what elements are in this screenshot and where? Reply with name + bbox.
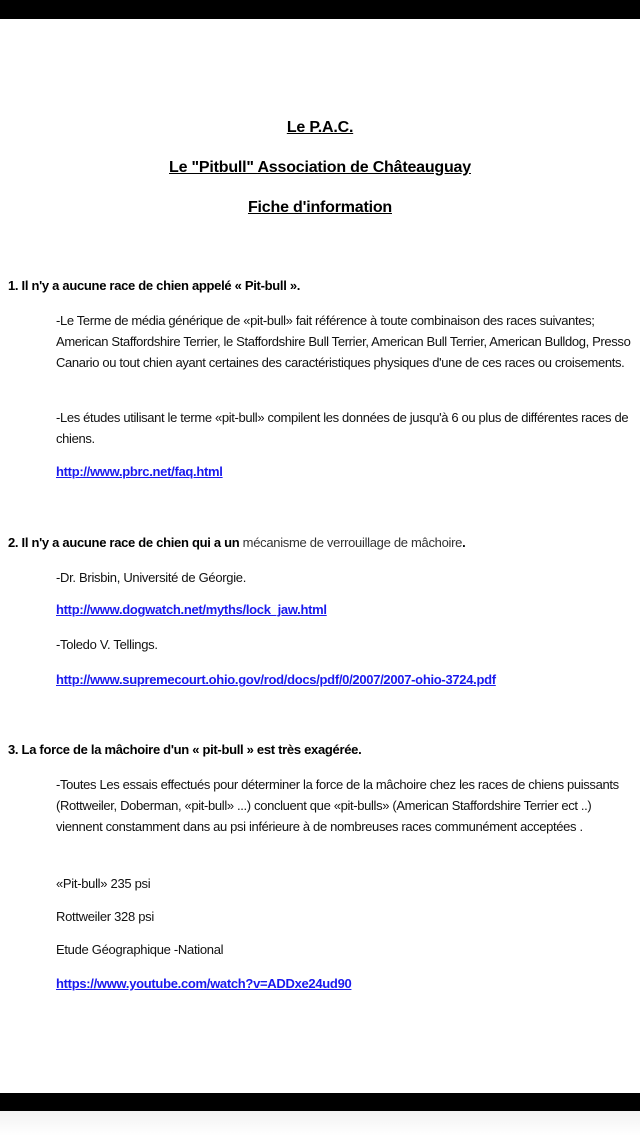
section-2-heading-bold: 2. Il n'y a aucune race de chien qui a un [8, 535, 240, 550]
section-3-paragraph: -Toutes Les essais effectués pour déterminer la force de la mâchoire chez les races de chiens puissants (Rottweiler, Doberman, «pit-bull» ...) concluent que «pit-bulls» (American Staffordshire Terrier ect ..) viennent constamment dans au psi inférieure à de nombreuses races communément acceptées . [56, 777, 619, 834]
link-pbrc-faq[interactable]: http://www.pbrc.net/faq.html [56, 464, 223, 479]
title-fiche: Fiche d'information [247, 199, 392, 216]
link-dogwatch[interactable]: http://www.dogwatch.net/myths/lock_jaw.html [56, 602, 327, 617]
section-2-heading-end: . [462, 535, 466, 550]
link-supremecourt[interactable]: http://www.supremecourt.ohio.gov/rod/docs/pdf/0/2007/2007-ohio-3724.pdf [56, 672, 496, 687]
title-association: Le "Pitbull" Association de Châteauguay [169, 159, 471, 176]
section-1-heading: 1. Il n'y a aucune race de chien appelé « Pit-bull ». [8, 278, 301, 293]
bottom-fade [0, 1111, 640, 1136]
section-2-heading-normal: mécanisme de verrouillage de mâchoire [239, 535, 463, 550]
source-toledo: -Toledo V. Tellings. [56, 637, 158, 652]
fact-pitbull-psi: «Pit-bull» 235 psi [56, 876, 151, 891]
section-1-paragraph-1: -Le Terme de média générique de «pit-bull» fait référence à toute combinaison des races suivantes; American Staffordshire Terrier, le Staffordshire Bull Terrier, American Bull Terrier, American Bulldog, Presso Canario ou tout chien ayant certaines des caractéristiques physiques d'une de ces races ou croisements. [56, 313, 631, 370]
section-2-heading [8, 535, 465, 550]
title-pac: Le P.A.C. [286, 119, 354, 136]
source-brisbin: -Dr. Brisbin, Université de Géorgie. [56, 570, 247, 585]
section-3-heading: 3. La force de la mâchoire d'un « pit-bull » est très exagérée. [8, 742, 362, 757]
section-1-paragraph-2: -Les études utilisant le terme «pit-bull» compilent les données de jusqu'à 6 ou plus de différentes races de chiens. [56, 410, 629, 446]
fact-rottweiler-psi: Rottweiler 328 psi [56, 909, 154, 924]
link-youtube[interactable]: https://www.youtube.com/watch?v=ADDxe24ud90 [56, 976, 352, 991]
source-national-geographic: Etude Géographique -National [56, 942, 224, 957]
bottom-black-bar [0, 1093, 640, 1111]
